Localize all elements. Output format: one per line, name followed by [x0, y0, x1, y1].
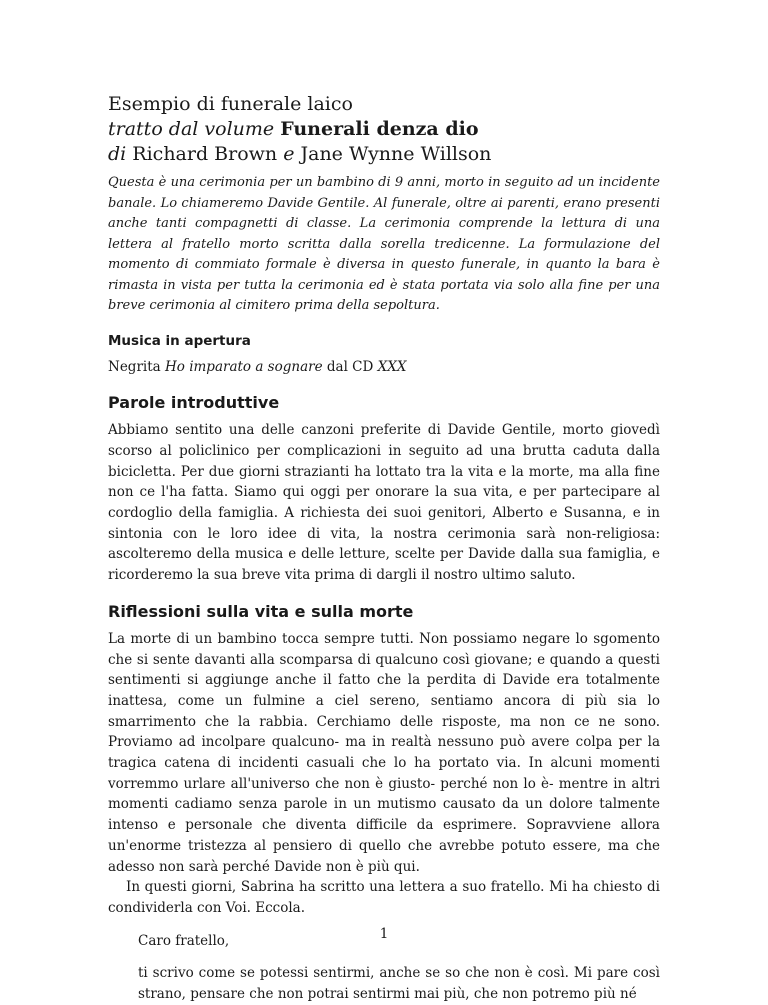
music-cd: XXX — [377, 358, 407, 375]
book-title: Funerali denza dio — [280, 118, 479, 140]
author-1: Richard Brown — [132, 143, 278, 165]
page-content — [108, 92, 660, 1005]
reflections-paragraph-2: In questi giorni, Sabrina ha scritto una lettera a suo fratello. Mi ha chiesto di condividerla con Voi. Eccola. — [108, 879, 660, 916]
title-prefix: tratto dal volume — [108, 118, 275, 140]
heading-music: Musica in apertura — [108, 332, 251, 349]
intro-paragraph: Abbiamo sentito una delle canzoni preferite di Davide Gentile, morto giovedì scorso al policlinico per complicazioni in seguito ad una brutta caduta dalla bicicletta. Per due giorni strazianti ha lottato tra la vita e la morte, ma alla fine non ce l'ha fatta. Siamo qui oggi per onorare la sua vita, e per partecipare al cordoglio della famiglia. A richiesta dei suoi genitori, Alberto e Susanna, e in sintonia con le loro idee di vita, la nostra cerimonia sarà non-religiosa: ascolteremo della musica e delle letture, scelte per Davide dalla sua famiglia, e ricorderemo la sua breve vita prima di dargli il nostro ultimo saluto. — [108, 422, 660, 584]
title-e: e — [283, 143, 295, 165]
title-di: di — [108, 143, 127, 165]
heading-reflections: Riflessioni sulla vita e sulla morte — [108, 601, 414, 621]
abstract: Questa è una cerimonia per un bambino di 9 anni, morto in seguito ad un incidente banale. Lo chiameremo Davide Gentile. Al funerale, oltre ai parenti, erano presenti anche tanti compagnetti di classe. La cerimonia comprende la lettura di una lettera al fratello morto scritta dalla sorella tredicenne. La formulazione del momento di commiato formale è diversa in questo funerale, in quanto la bara è rimasta in vista per tutta la cerimonia ed è stata portata via solo alla fine per una breve cerimonia al cimitero prima della sepoltura. — [108, 175, 660, 313]
title-line-3 — [108, 142, 660, 167]
title-line-2 — [108, 117, 660, 142]
music-from: dal CD — [326, 358, 374, 375]
page-number: 1 — [379, 926, 389, 942]
title-line-1 — [108, 92, 660, 117]
document-title: Esempio di funerale laico — [108, 93, 353, 115]
author-2: Jane Wynne Willson — [300, 143, 492, 165]
reflections-paragraph-1: La morte di un bambino tocca sempre tutti. Non possiamo negare lo sgomento che si sente davanti alla scomparsa di qualcuno così giovane; e quando a questi sentimenti si aggiunge anche il fatto che la perdita di Davide era totalmente inattesa, come un fulmine a ciel sereno, sentiamo ancora di più sia lo smarrimento che la rabbia. Cerchiamo delle risposte, ma non ce ne sono. Proviamo ad incolpare qualcuno- ma in realtà nessuno può avere colpa per la tragica catena di incidenti casuali che lo ha portato via. In alcuni momenti vorremmo urlare all'universo che non è giusto- perché non lo è- mentre in altri momenti cadiamo senza parole in un mutismo causato da un dolore talmente intenso e personale che diventa difficile da esprimere. Sopravviene allora un'enorme tristezza al pensiero di quello che avrebbe potuto essere, ma che adesso non sarà perché Davide non è più qui. — [108, 630, 660, 875]
music-line — [108, 357, 660, 378]
music-artist: Negrita — [108, 358, 161, 375]
heading-intro: Parole introduttive — [108, 393, 280, 413]
music-song: Ho imparato a sognare — [165, 358, 323, 375]
letter-text: ti scrivo come se potessi sentirmi, anche se so che non è così. Mi pare così strano, pensare che non potrai sentirmi mai più, che non potremo più né — [138, 965, 660, 1003]
letter-salutation: Caro fratello, — [138, 932, 230, 949]
